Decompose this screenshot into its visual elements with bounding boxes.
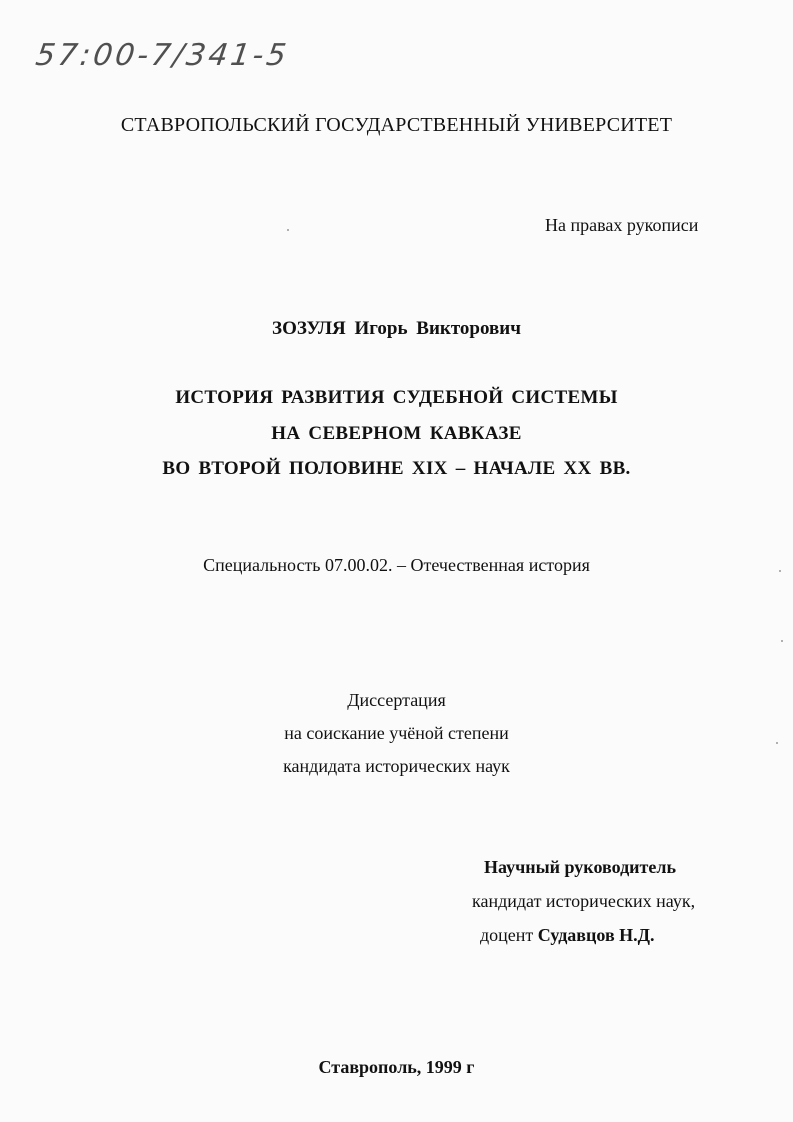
supervisor-degree: кандидат исторических наук,: [472, 891, 696, 911]
title-line-3: ВО ВТОРОЙ ПОЛОВИНЕ XIX – НАЧАЛЕ XX ВВ.: [162, 458, 631, 479]
supervisor-name: Судавцов Н.Д.: [537, 925, 655, 945]
handwritten-catalog-code: 57:00-7/341-5: [33, 38, 292, 73]
manuscript-note: На правах рукописи: [545, 215, 699, 235]
specialty: Специальность 07.00.02. – Отечественная история: [203, 555, 590, 575]
supervisor-name-line: [480, 925, 655, 946]
university-name: СТАВРОПОЛЬСКИЙ ГОСУДАРСТВЕННЫЙ УНИВЕРСИТЕТ: [120, 114, 673, 136]
scan-speck: [776, 742, 778, 744]
dissertation-label: Диссертация: [347, 690, 446, 710]
scan-speck: [779, 570, 781, 572]
dissertation-field-line: кандидата исторических наук: [283, 756, 510, 776]
supervisor-heading: Научный руководитель: [484, 857, 676, 877]
supervisor-rank: доцент: [480, 925, 534, 945]
dissertation-degree-line: на соискание учёной степени: [284, 723, 509, 743]
title-line-1: ИСТОРИЯ РАЗВИТИЯ СУДЕБНОЙ СИСТЕМЫ: [175, 387, 618, 408]
title-line-2: НА СЕВЕРНОМ КАВКАЗЕ: [271, 423, 522, 444]
author-name: ЗОЗУЛЯ Игорь Викторович: [272, 318, 521, 339]
scan-speck: [287, 229, 289, 231]
city-year: Ставрополь, 1999 г: [318, 1057, 475, 1077]
scan-speck: [781, 640, 783, 642]
